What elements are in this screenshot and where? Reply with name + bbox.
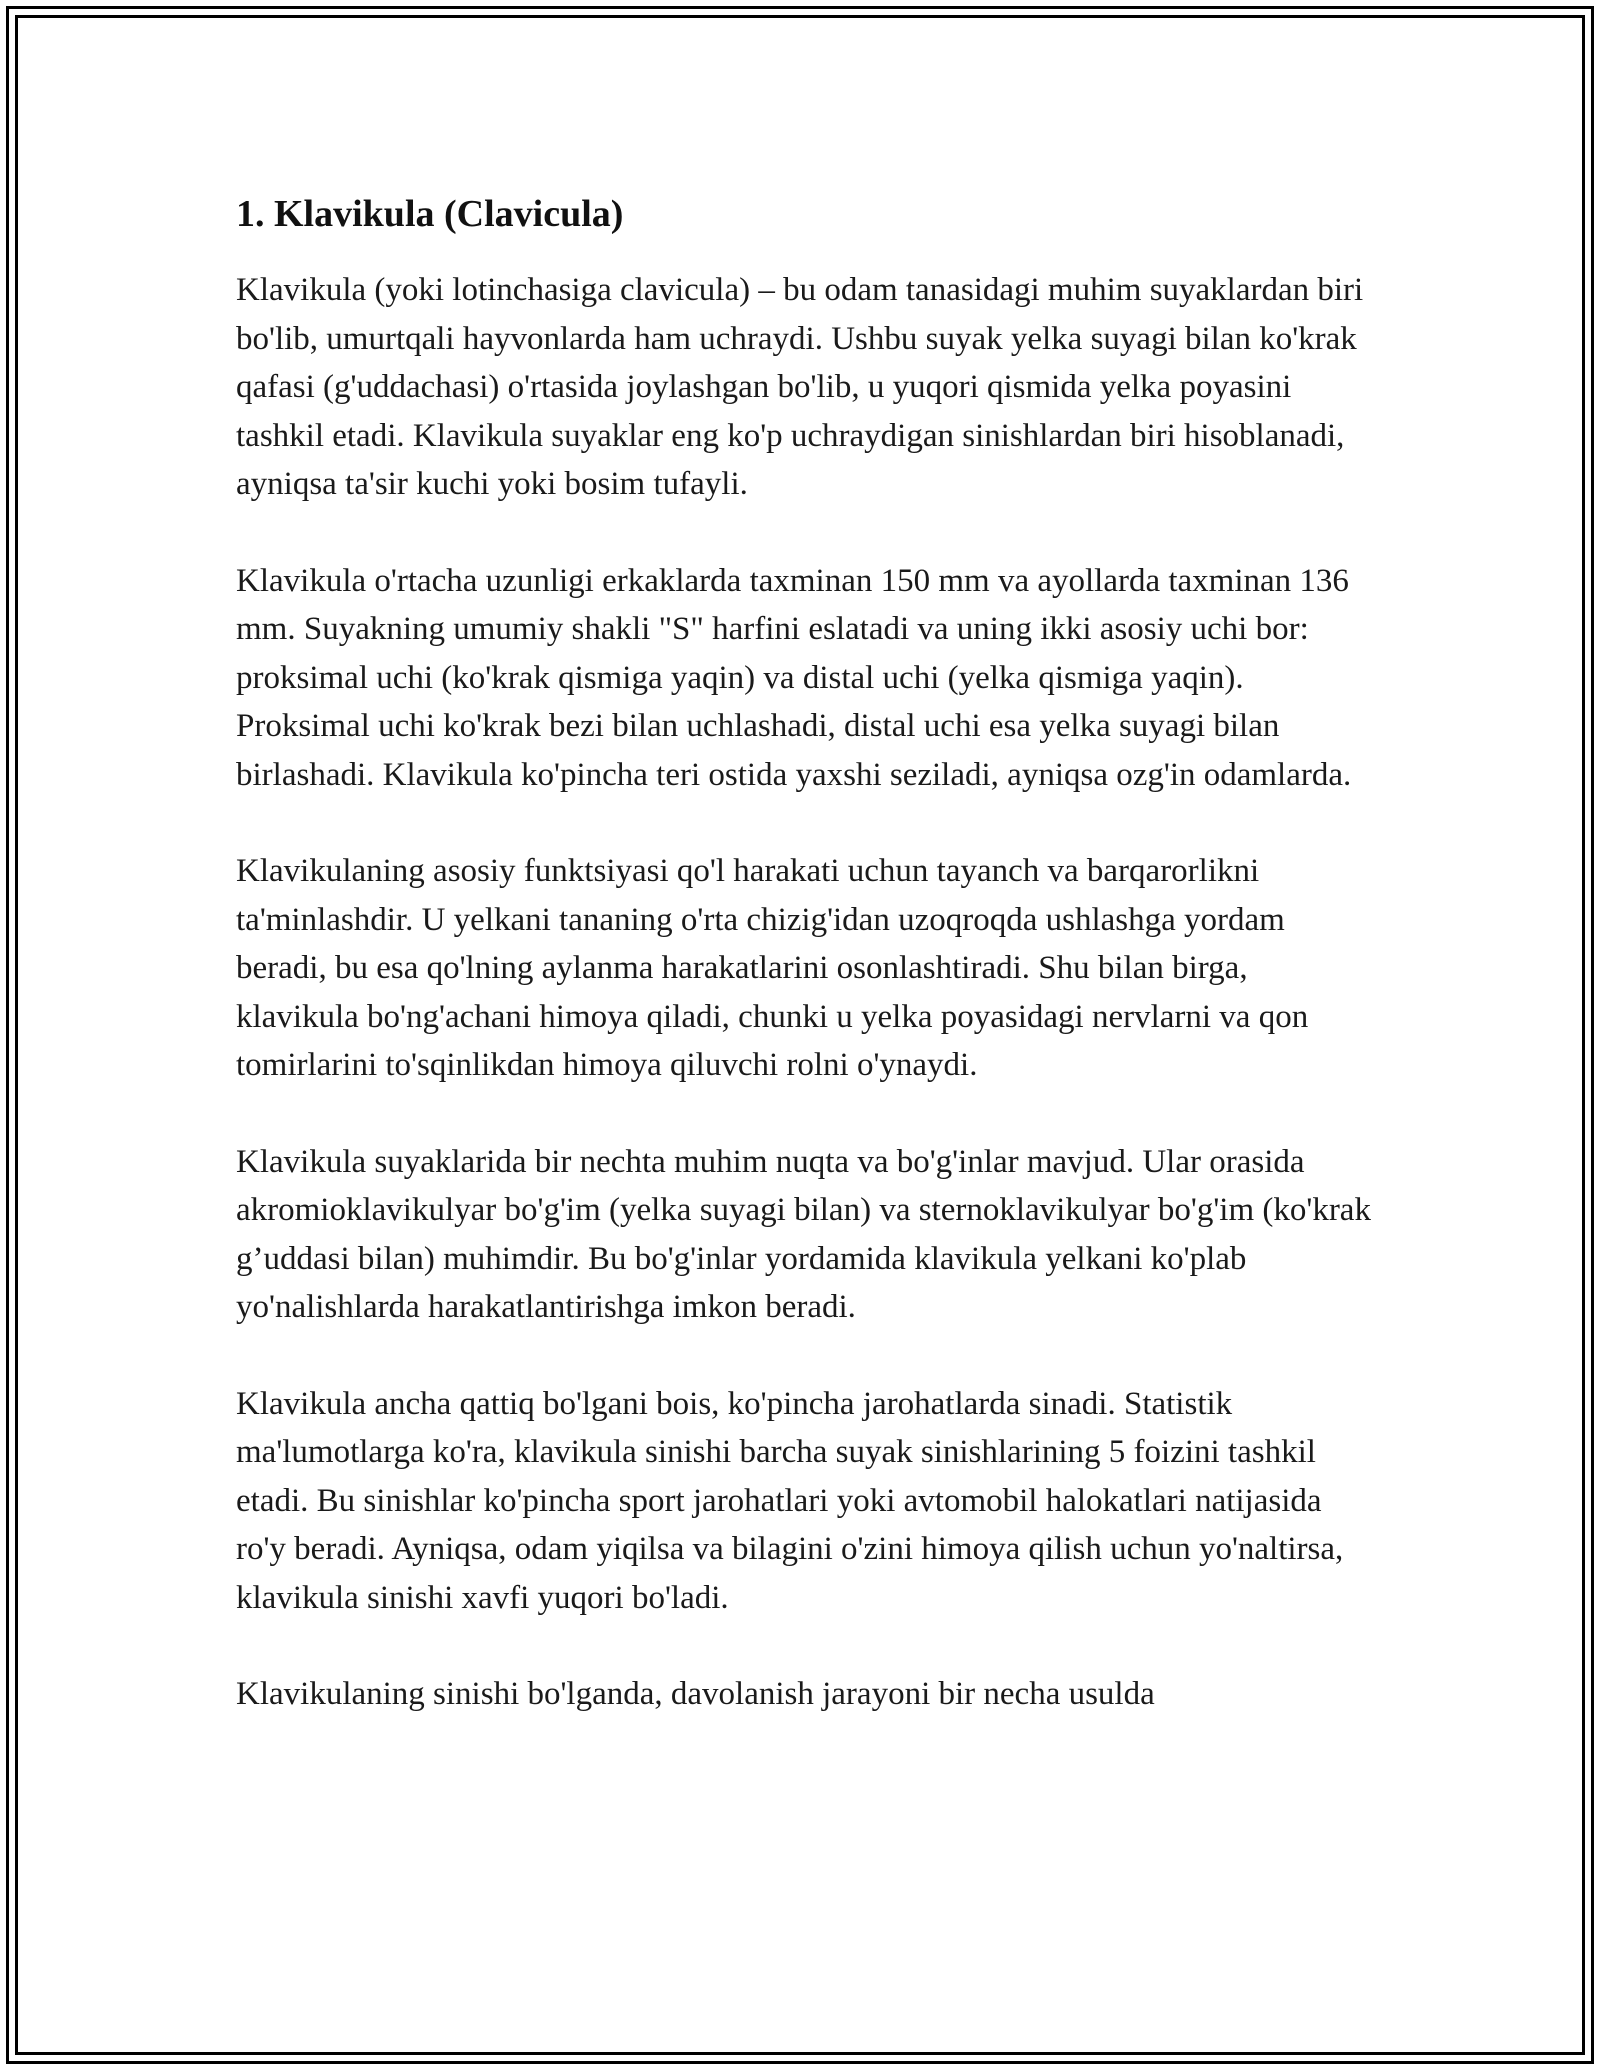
page-title: 1. Klavikula (Clavicula) — [236, 193, 624, 235]
paragraph-3: Klavikulaning asosiy funktsiyasi qo'l harakati uchun tayanch va barqarorlikni ta'minlashdir. U yelkani tananing o'rta chizig'idan uzoqroqda ushlashga yordam beradi, bu esa qo'lning aylanma harakatlarini osonlashtiradi. Shu bilan birga, klavikula bo'ng'achani himoya qiladi, chunki u yelka poyasidagi nervlarni va qon tomirlarini to'sqinlikdan himoya qiluvchi rolni o'ynaydi. — [236, 853, 1309, 1083]
paragraph-2: Klavikula o'rtacha uzunligi erkaklarda taxminan 150 mm va ayollarda taxminan 136 mm. Suyakning umumiy shakli "S" harfini eslatadi va uning ikki asosiy uchi bor: proksimal uchi (ko'krak qismiga yaqin) va distal uchi (yelka qismiga yaqin). Proksimal uchi ko'krak bezi bilan uchlashadi, distal uchi esa yelka suyagi bilan birlashadi. Klavikula ko'pincha teri ostida yaxshi seziladi, ayniqsa ozg'in odamlarda. — [236, 562, 1352, 793]
paragraph-4: Klavikula suyaklarida bir nechta muhim nuqta va bo'g'inlar mavjud. Ular orasida akromioklavikulyar bo'g'im (yelka suyagi bilan) va sternoklavikulyar bo'g'im (ko'krak g’uddasi bilan) muhimdir. Bu bo'g'inlar yordamida klavikula yelkani ko'plab yo'nalishlarda harakatlantirishga imkon beradi. — [236, 1143, 1371, 1325]
paragraph-6: Klavikulaning sinishi bo'lganda, davolanish jarayoni bir necha usulda — [236, 1676, 1155, 1712]
paragraph-5: Klavikula ancha qattiq bo'lgani bois, ko'pincha jarohatlarda sinadi. Statistik ma'lumotlarga ko'ra, klavikula sinishi barcha suyak sinishlarining 5 foizini tashkil etadi. Bu sinishlar ko'pincha sport jarohatlari yoki avtomobil halokatlari natijasida ro'y beradi. Ayniqsa, odam yiqilsa va bilagini o'zini himoya qilish uchun yo'naltirsa, klavikula sinishi xavfi yuqori bo'ladi. — [236, 1385, 1344, 1616]
paragraph-1: Klavikula (yoki lotinchasiga clavicula) – bu odam tanasidagi muhim suyaklardan biri bo'lib, umurtqali hayvonlarda ham uchraydi. Ushbu suyak yelka suyagi bilan ko'krak qafasi (g'uddachasi) o'rtasida joylashgan bo'lib, u yuqori qismida yelka poyasini tashkil etadi. Klavikula suyaklar eng ko'p uchraydigan sinishlardan biri hisoblanadi, ayniqsa ta'sir kuchi yoki bosim tufayli. — [236, 272, 1364, 502]
document-body — [236, 186, 1376, 1767]
